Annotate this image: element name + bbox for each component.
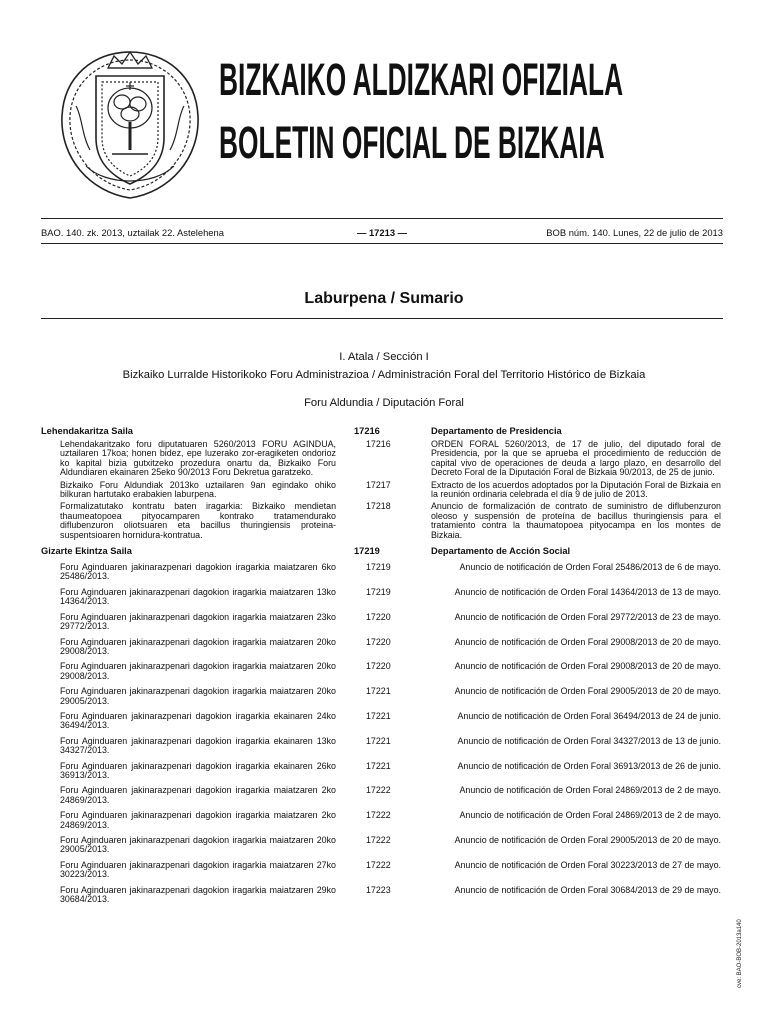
entry-page: 17221 (366, 710, 391, 721)
entry-text-spanish: Anuncio de notificación de Orden Foral 29005/2013 de 20 de mayo. (454, 835, 721, 845)
list-item (41, 588, 723, 607)
table-of-contents (41, 426, 723, 904)
entry-page: 17220 (366, 661, 391, 672)
entry-page: 17222 (366, 810, 391, 821)
entry-text-spanish: Anuncio de notificación de Orden Foral 29008/2013 de 20 de mayo. (454, 636, 721, 647)
entry-text-spanish: Anuncio de notificación de Orden Foral 24869/2013 de 2 de mayo. (459, 810, 721, 821)
department-name-spanish: Departamento de Acción Social (431, 546, 571, 557)
entry-text-spanish: Anuncio de formalización de contrato de suministro de diflubenzuron oleoso y suspensión de proteína de bacillus thuringiensis para el tratamiento contra la thaumatopoea pityocampa en los montes de Bizkaia. (431, 501, 721, 540)
list-item (41, 662, 723, 681)
summary-title: Laburpena / Sumario (304, 290, 464, 307)
issue-header (41, 227, 723, 239)
entry-text-basque: Foru Aginduaren jakinarazpenari dagokion iragarkia maiatzaren 6ko 25486/2013. (60, 562, 336, 582)
entry-text-basque: Foru Aginduaren jakinarazpenari dagokion iragarkia maiatzaren 20ko 29005/2013. (60, 835, 336, 855)
list-item (41, 811, 723, 830)
entry-text-spanish: Anuncio de notificación de Orden Foral 24869/2013 de 2 de mayo. (459, 785, 721, 796)
entry-text-basque: Foru Aginduaren jakinarazpenari dagokion iragarkia maiatzaren 20ko 29008/2013. (60, 661, 336, 681)
entry-text-spanish: Anuncio de notificación de Orden Foral 14364/2013 de 13 de mayo. (454, 586, 721, 597)
department-heading (41, 546, 723, 557)
header-bottom-rule (41, 243, 723, 244)
entry-page: 17221 (366, 760, 391, 771)
entry-text-spanish: Anuncio de notificación de Orden Foral 36913/2013 de 26 de junio. (457, 760, 721, 771)
list-item (41, 836, 723, 855)
entry-text-spanish: Anuncio de notificación de Orden Foral 30684/2013 de 29 de mayo. (454, 884, 721, 895)
entry-text-spanish: Anuncio de notificación de Orden Foral 34327/2013 de 13 de junio. (457, 735, 721, 746)
administration-heading: Bizkaiko Lurralde Historikoko Foru Administrazioa / Administración Foral del Territorio Histórico de Bizkaia (122, 369, 646, 381)
entry-text-basque: Bizkaiko Foru Aldundiak 2013ko uztailaren 9an egindako ohiko bilkuran hartutako erabakien laburpena. (60, 479, 336, 500)
issue-header-spanish: BOB núm. 140. Lunes, 22 de julio de 2013 (546, 227, 723, 238)
entry-page: 17221 (366, 735, 391, 746)
entry-page: 17223 (366, 884, 391, 895)
entry-text-spanish: Anuncio de notificación de Orden Foral 25486/2013 de 6 de mayo. (459, 562, 721, 573)
entry-text-spanish: Anuncio de notificación de Orden Foral 30223/2013 de 27 de mayo. (454, 859, 721, 870)
cve-code: cve: BAO-BOB-2013a140 (737, 919, 743, 988)
entry-text-basque: Foru Aginduaren jakinarazpenari dagokion iragarkia maiatzaren 29ko 30684/2013. (60, 884, 336, 905)
list-item (41, 563, 723, 582)
section-heading: I. Atala / Sección I (339, 351, 429, 363)
entry-page: 17222 (366, 785, 391, 796)
entry-text-basque: Foru Aginduaren jakinarazpenari dagokion iragarkia maiatzaren 13ko 14364/2013. (60, 586, 336, 607)
entry-page: 17220 (366, 636, 391, 647)
bizkaia-coat-of-arms-seal (56, 46, 204, 202)
list-item (41, 613, 723, 632)
list-item (41, 481, 723, 500)
list-item (41, 440, 723, 478)
list-item (41, 861, 723, 880)
entry-text-spanish: Anuncio de notificación de Orden Foral 29005/2013 de 20 de mayo. (454, 686, 721, 697)
entry-page: 17216 (366, 439, 391, 449)
department-name-basque: Gizarte Ekintza Saila (41, 546, 132, 557)
department-name-basque: Lehendakaritza Saila (41, 426, 133, 436)
entry-text-basque: Foru Aginduaren jakinarazpenari dagokion iragarkia maiatzaren 20ko 29005/2013. (60, 686, 336, 706)
header-top-rule (41, 218, 723, 219)
entry-text-basque: Foru Aginduaren jakinarazpenari dagokion iragarkia maiatzaren 23ko 29772/2013. (60, 611, 336, 632)
list-item (41, 886, 723, 905)
entry-text-spanish: Anuncio de notificación de Orden Foral 36494/2013 de 24 de junio. (457, 710, 721, 721)
entry-text-spanish: ORDEN FORAL 5260/2013, de 17 de julio, del diputado foral de Presidencia, por la que se aprueba el procedimiento de reducción de capital vivo de operaciones de deuda a largo plazo, en desarrollo del Decreto Foral de la Diputación Foral de Bizkaia 90/2013, de 25 de junio. (431, 439, 721, 478)
entry-page: 17219 (366, 562, 391, 573)
masthead-title-basque: BIZKAIKO ALDIZKARI OFIZIALA (219, 54, 624, 105)
issue-header-basque: BAO. 140. zk. 2013, uztailak 22. Astelehena (41, 227, 224, 238)
entry-text-basque: Foru Aginduaren jakinarazpenari dagokion iragarkia ekainaren 13ko 34327/2013. (60, 735, 336, 756)
entry-page: 17222 (366, 859, 391, 870)
entry-text-spanish: Anuncio de notificación de Orden Foral 29008/2013 de 20 de mayo. (454, 661, 721, 672)
entry-page: 17217 (366, 479, 391, 490)
page-number: — 17213 — (356, 227, 408, 238)
entry-page: 17222 (366, 835, 391, 845)
list-item (41, 687, 723, 706)
entry-page: 17219 (366, 586, 391, 597)
list-item (41, 786, 723, 805)
entry-page: 17218 (366, 501, 391, 512)
list-item (41, 737, 723, 756)
entry-text-basque: Foru Aginduaren jakinarazpenari dagokion iragarkia maiatzaren 2ko 24869/2013. (60, 785, 336, 805)
list-item (41, 502, 723, 540)
entry-text-basque: Foru Aginduaren jakinarazpenari dagokion iragarkia maiatzaren 27ko 30223/2013. (60, 859, 336, 880)
masthead-title-spanish: BOLETIN OFICIAL DE BIZKAIA (219, 117, 605, 168)
entry-text-basque: Foru Aginduaren jakinarazpenari dagokion iragarkia ekainaren 26ko 36913/2013. (60, 760, 336, 780)
entry-page: 17221 (366, 686, 391, 697)
list-item (41, 638, 723, 657)
department-page: 17219 (354, 546, 380, 557)
entry-text-basque: Foru Aginduaren jakinarazpenari dagokion iragarkia ekainaren 24ko 36494/2013. (60, 710, 336, 731)
department-page: 17216 (354, 426, 380, 436)
department-heading (41, 426, 723, 437)
entry-text-spanish: Extracto de los acuerdos adoptados por la Diputación Foral de Bizkaia en la reunión ordinaria celebrada el día 9 de julio de 2013. (431, 479, 721, 500)
entry-text-spanish: Anuncio de notificación de Orden Foral 29772/2013 de 23 de mayo. (454, 611, 721, 622)
entry-text-basque: Lehendakaritzako foru diputatuaren 5260/2013 FORU AGINDUA, uztailaren 17koa; honen bidez, epe luzerako zor-eragiketen ondorioz ko kapital bizia gutxitzeko prozedura onartu da, Bizkaiko Foru Aldundiaren ekainaren 25eko 90/2013 Foru Dekretua garatzeko. (60, 439, 336, 478)
entry-text-basque: Formalizatutako kontratu baten iragarkia: Bizkaiko mendietan thaumeatopoea pityocamparen kontrako tratamendurako diflubenzuron oliotsuaren eta bacillus thuringiensis proteina-suspentsioaren hornidura-kontratua. (60, 501, 336, 540)
list-item (41, 762, 723, 781)
foral-council-heading: Foru Aldundia / Diputación Foral (304, 397, 464, 409)
entry-text-basque: Foru Aginduaren jakinarazpenari dagokion iragarkia maiatzaren 2ko 24869/2013. (60, 810, 336, 830)
entry-page: 17220 (366, 611, 391, 622)
entry-text-basque: Foru Aginduaren jakinarazpenari dagokion iragarkia maiatzaren 20ko 29008/2013. (60, 636, 336, 656)
department-name-spanish: Departamento de Presidencia (431, 426, 562, 436)
summary-rule (41, 318, 723, 319)
list-item (41, 712, 723, 731)
